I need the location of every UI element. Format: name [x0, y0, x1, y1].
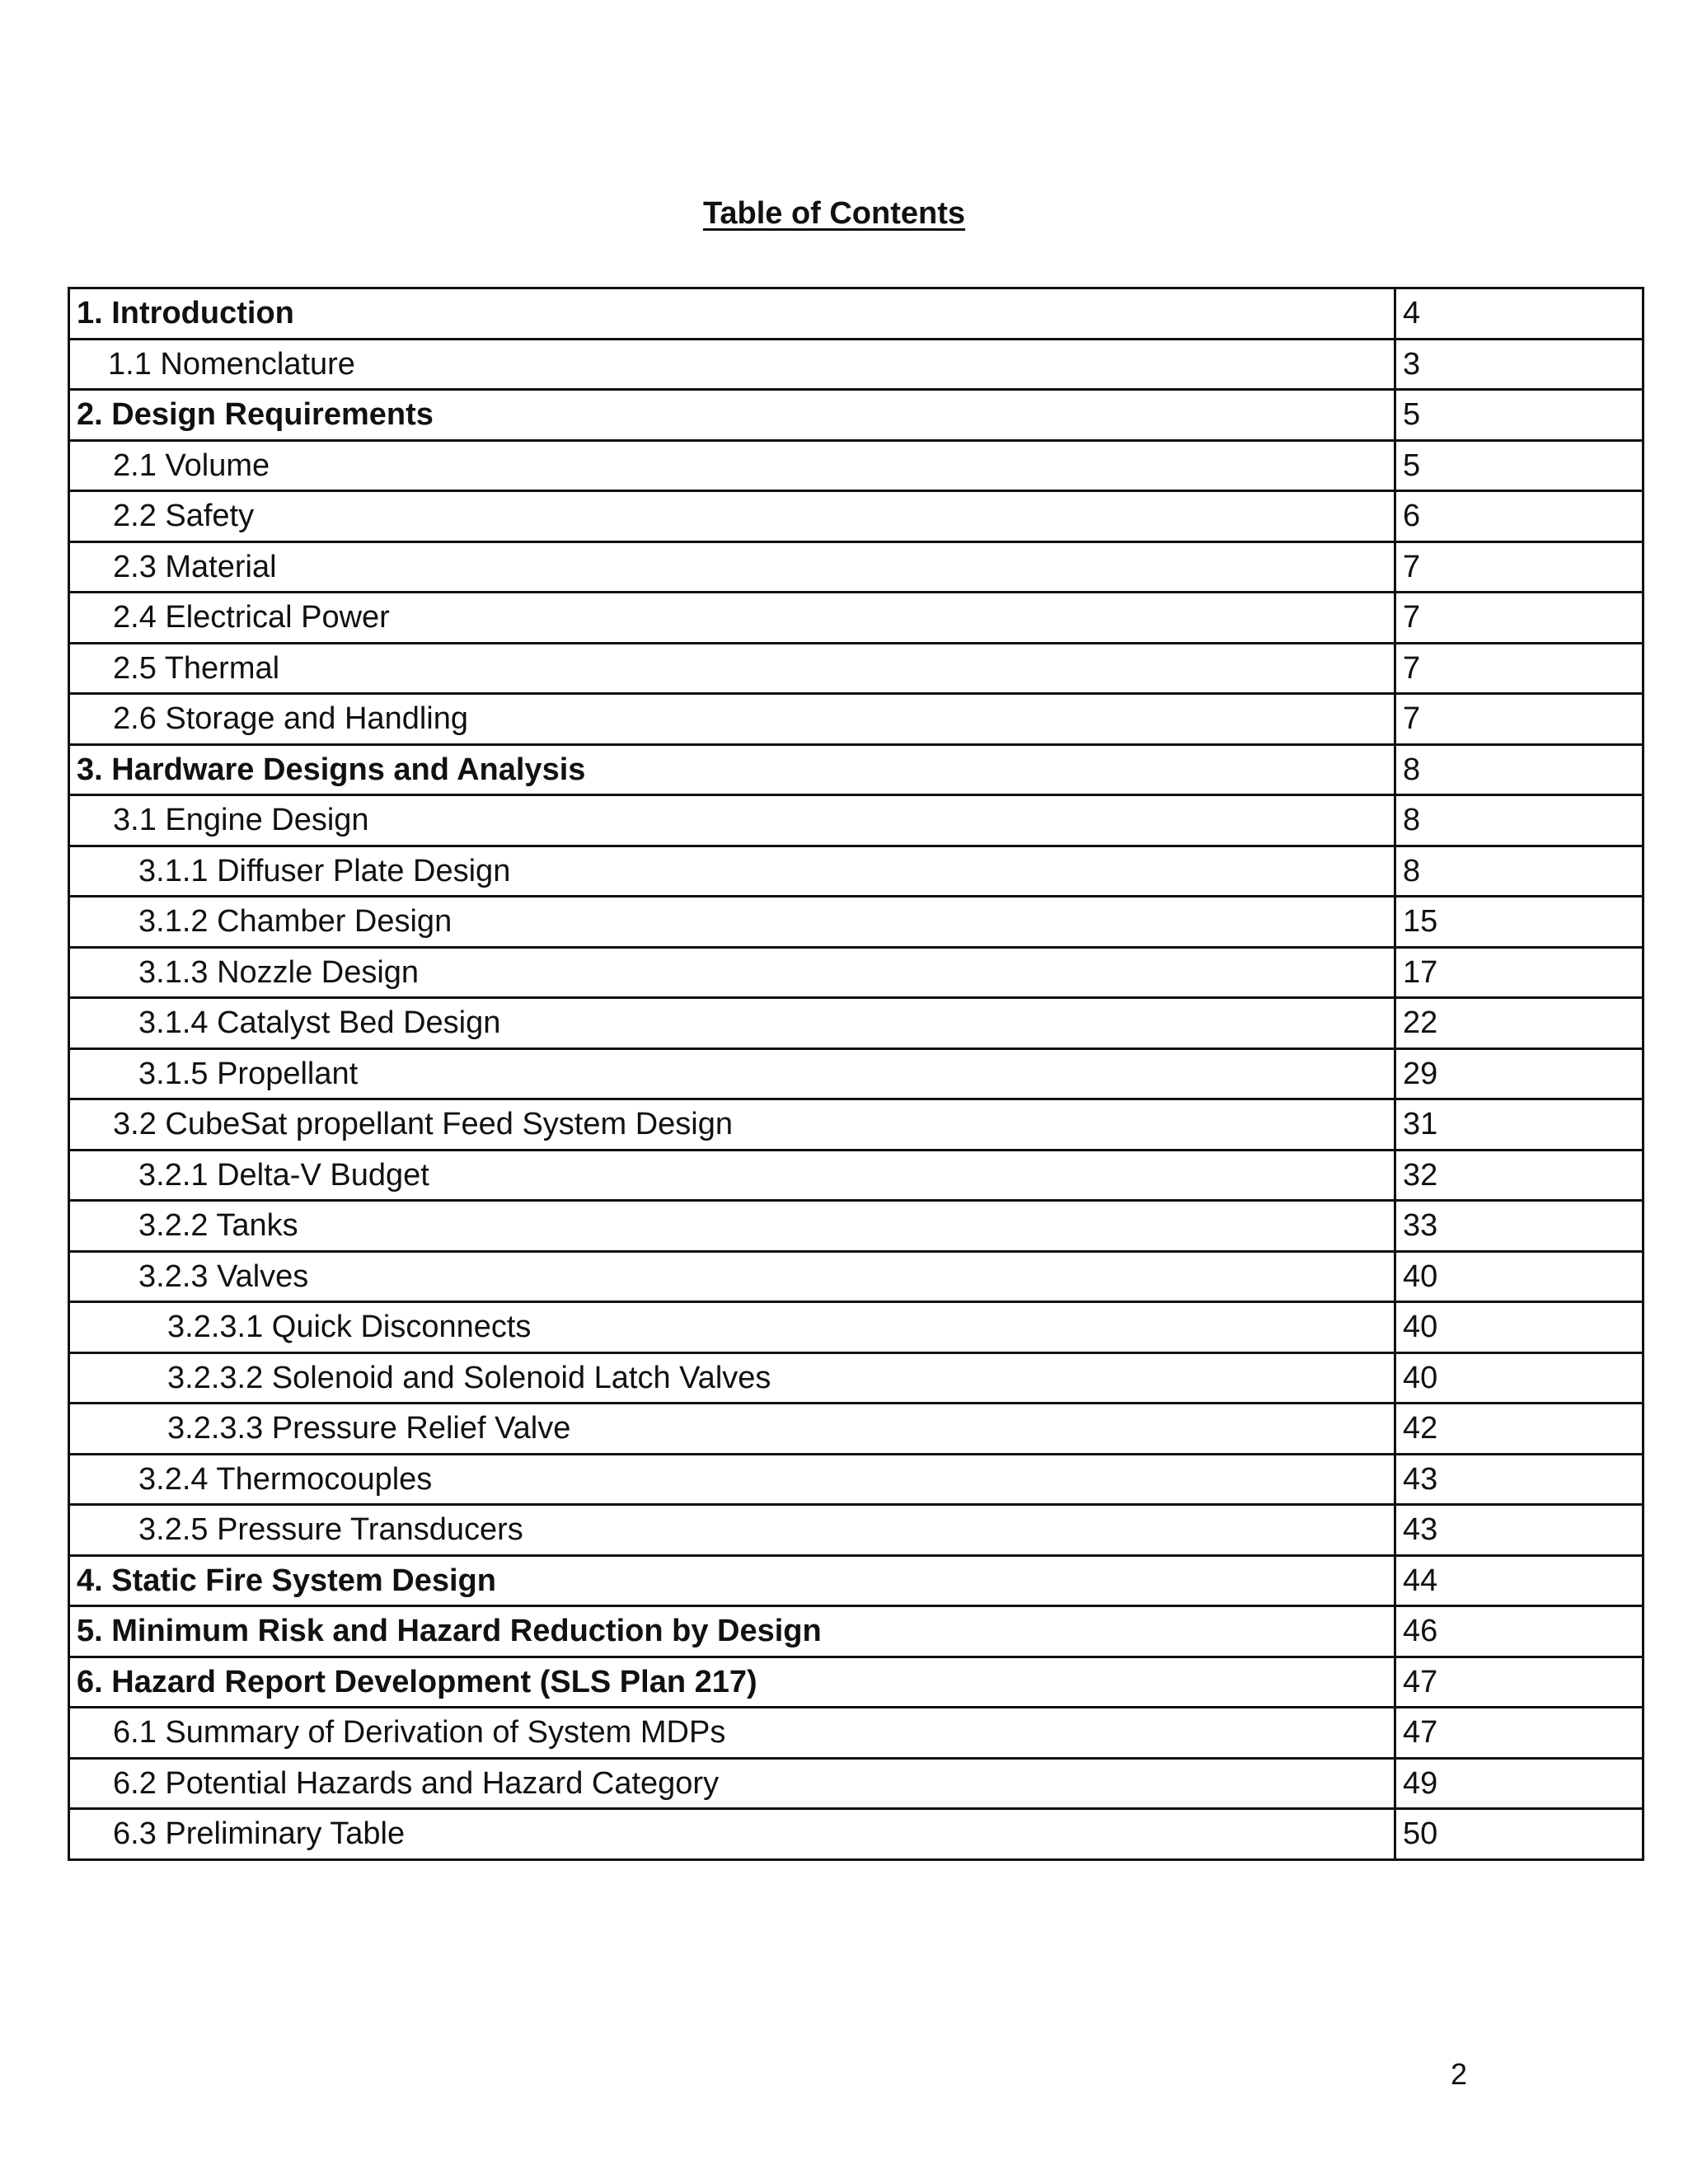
toc-entry-title: 3.1.1 Diffuser Plate Design — [69, 846, 1395, 897]
toc-entry-page: 6 — [1395, 491, 1643, 542]
toc-entry-title: 3. Hardware Designs and Analysis — [69, 744, 1395, 795]
toc-row — [69, 1606, 1643, 1657]
toc-entry-page: 44 — [1395, 1555, 1643, 1606]
toc-entry-title: 3.2.3 Valves — [69, 1251, 1395, 1302]
toc-row — [69, 897, 1643, 948]
toc-row — [69, 339, 1643, 390]
toc-entry-page: 5 — [1395, 390, 1643, 441]
toc-row — [69, 440, 1643, 491]
toc-row — [69, 1251, 1643, 1302]
toc-entry-page: 8 — [1395, 744, 1643, 795]
toc-entry-page: 47 — [1395, 1708, 1643, 1759]
toc-entry-page: 4 — [1395, 288, 1643, 340]
toc-row — [69, 593, 1643, 644]
toc-entry-page: 47 — [1395, 1657, 1643, 1708]
toc-entry-title: 6.2 Potential Hazards and Hazard Category — [69, 1758, 1395, 1809]
toc-row — [69, 491, 1643, 542]
page-number: 2 — [1450, 2057, 1468, 2091]
toc-entry-title: 3.2.3.1 Quick Disconnects — [69, 1302, 1395, 1353]
toc-row — [69, 1708, 1643, 1759]
toc-entry-page: 43 — [1395, 1505, 1643, 1556]
toc-entry-title: 6. Hazard Report Development (SLS Plan 217) — [69, 1657, 1395, 1708]
toc-entry-title: 3.2.3.2 Solenoid and Solenoid Latch Valves — [69, 1352, 1395, 1404]
toc-entry-title: 2.6 Storage and Handling — [69, 694, 1395, 745]
toc-entry-page: 50 — [1395, 1809, 1643, 1860]
toc-entry-title: 6.3 Preliminary Table — [69, 1809, 1395, 1860]
page-title: Table of Contents — [702, 196, 966, 231]
toc-entry-page: 49 — [1395, 1758, 1643, 1809]
toc-row — [69, 541, 1643, 593]
toc-entry-page: 3 — [1395, 339, 1643, 390]
toc-row — [69, 795, 1643, 846]
toc-entry-title: 3.1.5 Propellant — [69, 1048, 1395, 1099]
toc-row — [69, 1555, 1643, 1606]
toc-entry-page: 40 — [1395, 1251, 1643, 1302]
toc-entry-page: 15 — [1395, 897, 1643, 948]
toc-entry-page: 31 — [1395, 1099, 1643, 1151]
toc-entry-page: 40 — [1395, 1302, 1643, 1353]
toc-row — [69, 1048, 1643, 1099]
toc-entry-page: 43 — [1395, 1454, 1643, 1505]
toc-row — [69, 643, 1643, 694]
toc-entry-page: 7 — [1395, 643, 1643, 694]
toc-body — [69, 288, 1643, 1860]
toc-row — [69, 1758, 1643, 1809]
toc-entry-page: 7 — [1395, 541, 1643, 593]
toc-entry-page: 29 — [1395, 1048, 1643, 1099]
toc-table — [68, 287, 1644, 1861]
toc-entry-page: 7 — [1395, 694, 1643, 745]
toc-entry-page: 5 — [1395, 440, 1643, 491]
toc-entry-title: 1. Introduction — [69, 288, 1395, 340]
toc-entry-title: 3.1 Engine Design — [69, 795, 1395, 846]
toc-entry-title: 2.1 Volume — [69, 440, 1395, 491]
toc-entry-title: 2. Design Requirements — [69, 390, 1395, 441]
toc-entry-page: 33 — [1395, 1201, 1643, 1252]
toc-entry-title: 2.2 Safety — [69, 491, 1395, 542]
toc-row — [69, 1302, 1643, 1353]
toc-row — [69, 1809, 1643, 1860]
toc-entry-title: 3.2.3.3 Pressure Relief Valve — [69, 1404, 1395, 1455]
toc-row — [69, 1657, 1643, 1708]
toc-row — [69, 1352, 1643, 1404]
toc-row — [69, 1099, 1643, 1151]
toc-entry-title: 3.2 CubeSat propellant Feed System Design — [69, 1099, 1395, 1151]
toc-entry-page: 8 — [1395, 795, 1643, 846]
toc-row — [69, 1404, 1643, 1455]
toc-entry-page: 40 — [1395, 1352, 1643, 1404]
toc-entry-title: 3.2.4 Thermocouples — [69, 1454, 1395, 1505]
toc-entry-title: 4. Static Fire System Design — [69, 1555, 1395, 1606]
toc-entry-title: 2.5 Thermal — [69, 643, 1395, 694]
toc-entry-title: 3.2.5 Pressure Transducers — [69, 1505, 1395, 1556]
toc-entry-title: 2.3 Material — [69, 541, 1395, 593]
toc-entry-page: 32 — [1395, 1150, 1643, 1201]
toc-row — [69, 390, 1643, 441]
toc-row — [69, 1505, 1643, 1556]
toc-row — [69, 288, 1643, 340]
toc-entry-page: 46 — [1395, 1606, 1643, 1657]
toc-entry-title: 3.1.2 Chamber Design — [69, 897, 1395, 948]
toc-entry-title: 1.1 Nomenclature — [69, 339, 1395, 390]
toc-row — [69, 744, 1643, 795]
toc-entry-title: 2.4 Electrical Power — [69, 593, 1395, 644]
toc-entry-title: 6.1 Summary of Derivation of System MDPs — [69, 1708, 1395, 1759]
toc-row — [69, 694, 1643, 745]
toc-entry-title: 3.1.3 Nozzle Design — [69, 947, 1395, 998]
toc-row — [69, 1150, 1643, 1201]
toc-entry-title: 3.2.2 Tanks — [69, 1201, 1395, 1252]
toc-row — [69, 1201, 1643, 1252]
toc-row — [69, 846, 1643, 897]
toc-entry-page: 8 — [1395, 846, 1643, 897]
toc-entry-page: 7 — [1395, 593, 1643, 644]
toc-row — [69, 1454, 1643, 1505]
toc-entry-title: 3.1.4 Catalyst Bed Design — [69, 998, 1395, 1049]
toc-entry-page: 22 — [1395, 998, 1643, 1049]
toc-entry-title: 3.2.1 Delta-V Budget — [69, 1150, 1395, 1201]
toc-row — [69, 947, 1643, 998]
toc-entry-title: 5. Minimum Risk and Hazard Reduction by Design — [69, 1606, 1395, 1657]
toc-entry-page: 42 — [1395, 1404, 1643, 1455]
toc-entry-page: 17 — [1395, 947, 1643, 998]
toc-row — [69, 998, 1643, 1049]
